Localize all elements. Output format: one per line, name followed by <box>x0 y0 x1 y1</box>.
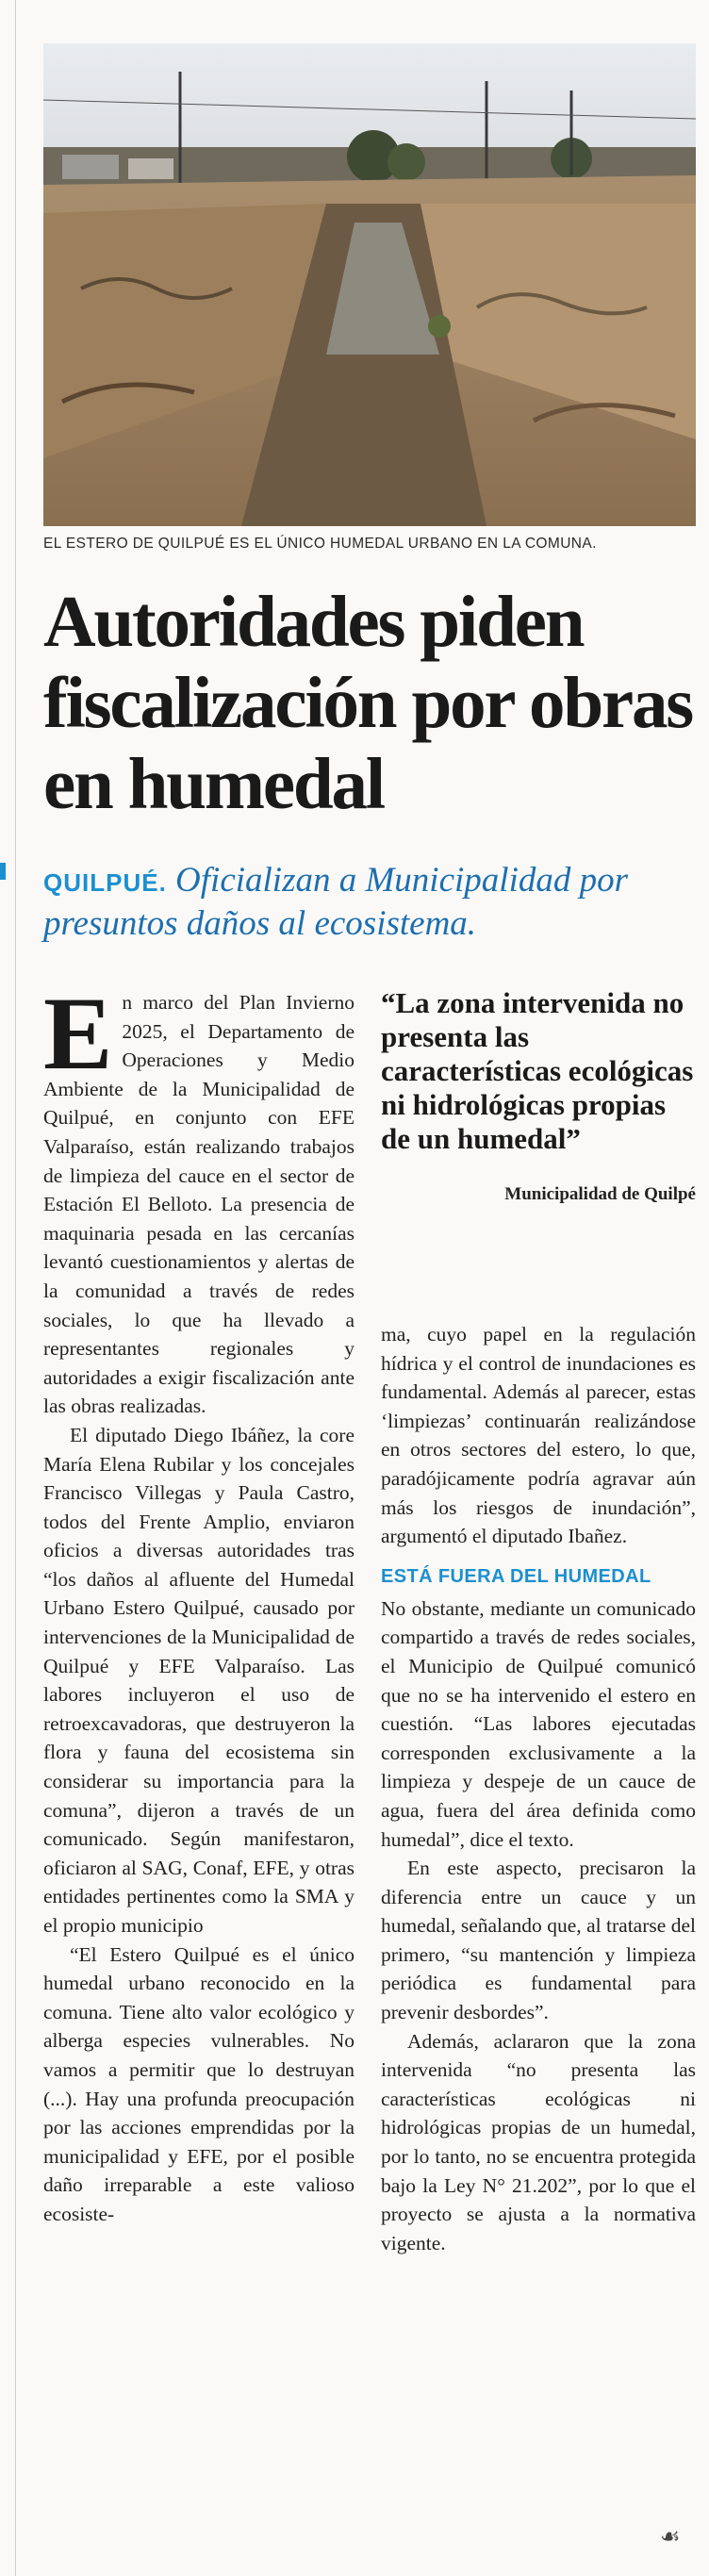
body-paragraph: Además, aclararon que la zona intervenida “no presenta las características ecológicas ni hidrológicas propias de un humedal, por lo tanto, no se encuentra protegida bajo la Ley N° 21.202”, por lo que el proyecto se ajusta a la normativa vigente. <box>381 2029 696 2254</box>
column-rule <box>15 0 16 2576</box>
pull-quote <box>381 986 696 1205</box>
lead-paragraph <box>43 988 354 1421</box>
photo-caption: EL ESTERO DE QUILPUÉ ES EL ÚNICO HUMEDAL URBANO EN LA COMUNA. <box>43 536 597 552</box>
dateline-place: QUILPUÉ. <box>43 868 167 897</box>
adjacent-article-accent <box>0 863 6 880</box>
article-headline: Autoridades piden fiscalización por obras en humedal <box>43 581 693 824</box>
body-paragraph: “El Estero Quilpué es el único humedal urbano reconocido en la comuna. Tiene alto valor ecológico y alberga especies vulnerables. No vamos a permitir que lo destruyan (...). Hay una profunda preocupación por las acciones emprendidas por la municipalidad y EFE, por el posible daño irreparable a este valioso ecosiste- <box>43 1942 354 2225</box>
canal-photo-illustration <box>43 43 696 526</box>
pull-quote-source: Municipalidad de Quilpé <box>504 1184 696 1204</box>
body-column-left <box>43 988 354 2553</box>
body-paragraph: ma, cuyo papel en la regulación hídrica y el control de inundaciones es fundamental. Además al parecer, estas ‘limpiezas’ continuarán realizándose en otros sectores del estero, lo que, paradójicamente podría agravar aún más los riesgos de inundación”, argumentó el diputado Ibañez. <box>381 1323 696 1548</box>
page-gutter <box>0 0 28 2576</box>
pull-quote-text: “La zona intervenida no presenta las características ecológicas ni hidrológicas propias de un humedal” <box>381 986 694 1155</box>
drop-cap: E <box>43 988 113 1091</box>
article-subhead <box>43 860 703 945</box>
body-paragraph: No obstante, mediante un comunicado compartido a través de redes sociales, el Municipio de Quilpué comunicó que no se ha intervenido el estero en cuestión. “Las labores ejecutadas corresponden exclusivamente a la limpieza y despeje de un cauce de agua, fuera del área definida como humedal”, dice el texto. <box>381 1596 696 1851</box>
subhead-text: Oficializan a Municipalidad por presuntos daños al ecosistema. <box>43 861 628 943</box>
article-photo <box>43 43 696 526</box>
body-column-right <box>381 1320 696 2555</box>
body-paragraph: En este aspecto, precisaron la diferencia entre un cauce y un humedal, señalando que, al tratarse del primero, “su mantención y limpieza periódica es fundamental para prevenir desbordes”. <box>381 1857 696 2024</box>
section-heading: ESTÁ FUERA DEL HUMEDAL <box>381 1565 651 1587</box>
body-paragraph: El diputado Diego Ibáñez, la core María Elena Rubilar y los concejales Francisco Villegas y Paula Castro, todos del Frente Amplio, enviaron oficios a diversas autoridades tras “los daños al afluente del Humedal Urbano Estero Quilpué, causado por intervenciones de la Municipalidad de Quilpué y EFE Valparaíso. Las labores incluyeron el uso de retroexcavadoras, que destruyeron la flora y fauna del ecosistema sin considerar su importancia para la comuna”, dijeron a través de un comunicado. Según manifestaron, oficiaron al SAG, Conaf, EFE, y otras entidades pertinentes como la SMA y el propio municipio <box>43 1423 354 1937</box>
lead-paragraph-text: n marco del Plan Invierno 2025, el Departamento de Operaciones y Medio Ambiente de la Municipalidad de Quilpué, en conjunto con EFE Valparaíso, están realizando trabajos de limpieza del cauce en el sector de Estación El Belloto. La presencia de maquinaria pesada en las cercanías levantó cuestionamientos y alertas de la comunidad a través de redes sociales, lo que ha llevado a representantes regionales y autoridades a exigir fiscalización ante las obras realizadas. <box>43 991 354 1418</box>
end-of-article-icon: ☙ <box>660 2523 681 2550</box>
